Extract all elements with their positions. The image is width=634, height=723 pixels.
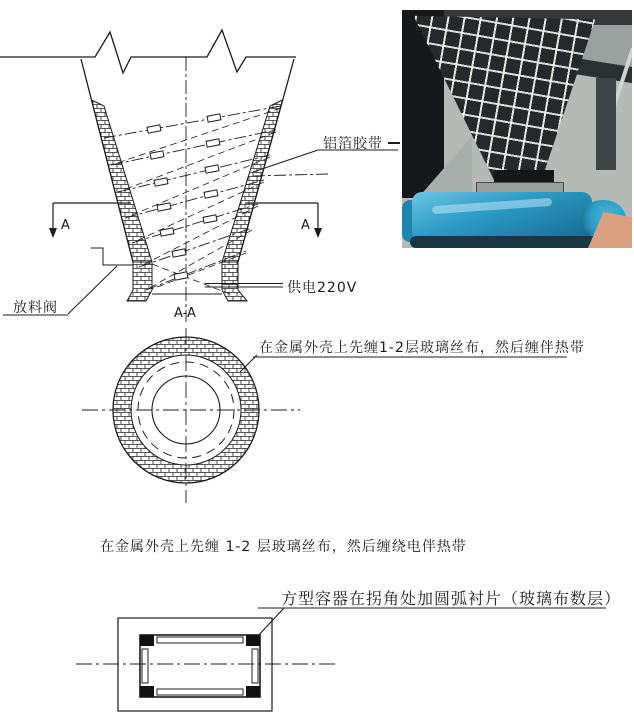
corner-arc-pads xyxy=(140,635,260,697)
aa-section-drawing xyxy=(0,300,634,520)
corner-note-label: 方型容器在拐角处加圆弧衬片（玻璃布数层） xyxy=(281,589,622,608)
equipment-photo xyxy=(402,10,632,248)
corner-note-leader xyxy=(257,608,606,637)
power-supply-label: 供电220V xyxy=(287,280,358,296)
break-line-top xyxy=(0,30,296,73)
hopper-walls-hatched xyxy=(92,100,283,301)
section-letter-right: A xyxy=(301,218,310,233)
section-letter-left: A xyxy=(61,218,70,233)
section-note-label: 在金属外壳上先缠1-2层玻璃丝布，然后缠伴热带 xyxy=(259,340,585,356)
section-note-leader xyxy=(240,355,567,372)
discharge-valve-label: 放料阀 xyxy=(13,300,58,316)
heating-tape-clips xyxy=(147,114,221,280)
foil-tape-label: 铝箔胶带 xyxy=(323,136,383,152)
photo-pump-shadow xyxy=(410,236,612,248)
section-title: A-A xyxy=(174,306,196,321)
photo-table-leg xyxy=(596,78,616,170)
section-cut-marks xyxy=(53,203,318,228)
photo-pump-body xyxy=(412,192,592,242)
edge-lining-strips xyxy=(142,637,258,695)
drawing-caption: 在金属外壳上先缠 1-2 层玻璃丝布，然后缠绕电伴热带 xyxy=(100,539,467,555)
inner-container-rect xyxy=(140,635,260,697)
section-cut-arrowheads xyxy=(49,228,322,238)
